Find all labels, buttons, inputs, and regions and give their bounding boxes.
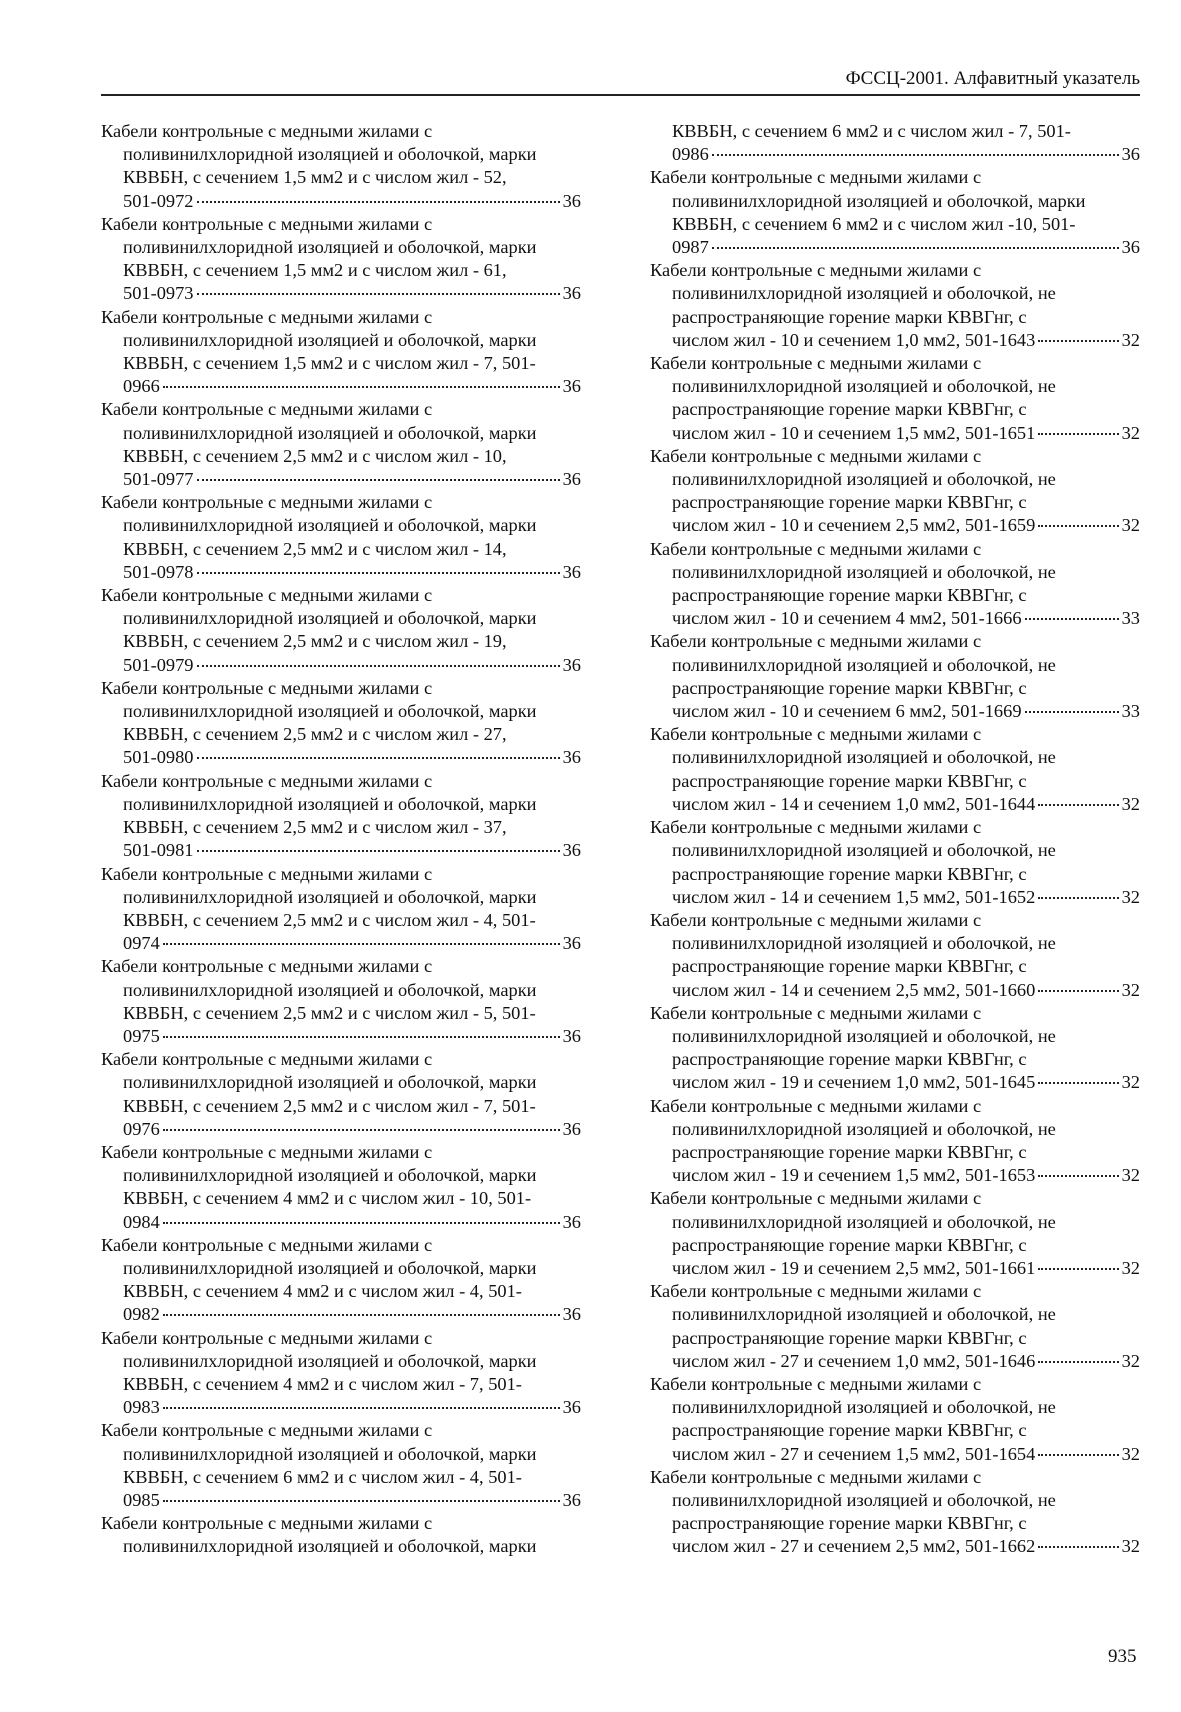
dot-leader	[1038, 990, 1118, 992]
index-entry-code: 0976	[123, 1118, 160, 1139]
index-entry	[650, 1373, 1140, 1466]
index-entry-tail	[672, 1164, 1140, 1187]
index-entry-tail	[672, 1350, 1140, 1373]
index-entry-code: 501-0978	[123, 561, 194, 582]
index-entry-text: КВВБН, с сечением 6 мм2 и с числом жил - 7, 501-	[672, 121, 1071, 141]
dot-leader	[197, 665, 560, 667]
index-entry-text: Кабели контрольные с медными жилами с поливинилхлоридной изоляцией и оболочкой, марки КВВБН, с сечением 2,5 мм2 и с числом жил - 37,	[101, 770, 537, 838]
index-entry-code: числом жил - 27 и сечением 2,5 мм2, 501-1662	[672, 1536, 1036, 1557]
index-entry-page: 36	[562, 1211, 581, 1232]
index-entry-page: 32	[1121, 1443, 1140, 1464]
index-entry-text: Кабели контрольные с медными жилами с поливинилхлоридной изоляцией и оболочкой, марки КВВБН, с сечением 4 мм2 и с числом жил - 7, 501-	[101, 1327, 537, 1394]
dot-leader	[197, 293, 560, 295]
index-entry-text: Кабели контрольные с медными жилами с поливинилхлоридной изоляцией и оболочкой, марки КВВБН, с сечением 2,5 мм2 и с числом жил - 19,	[101, 585, 537, 652]
dot-leader	[1038, 897, 1118, 899]
dot-leader	[163, 1036, 560, 1038]
index-entry-code: числом жил - 19 и сечением 1,5 мм2, 501-1653	[672, 1165, 1036, 1186]
index-entry-tail	[123, 282, 581, 305]
index-entry	[101, 1512, 581, 1558]
index-entry-page: 36	[1121, 144, 1140, 165]
dot-leader	[163, 1314, 560, 1316]
index-entry-page: 36	[1121, 237, 1140, 258]
index-entry-text: Кабели контрольные с медными жилами с поливинилхлоридной изоляцией и оболочкой, марки КВВБН, с сечением 1,5 мм2 и с числом жил - 7, 501-	[101, 306, 537, 374]
index-entry-text: Кабели контрольные с медными жилами с поливинилхлоридной изоляцией и оболочкой, марки	[101, 1513, 537, 1557]
index-entry	[650, 630, 1140, 723]
index-entry-code: числом жил - 10 и сечением 1,0 мм2, 501-1643	[672, 329, 1036, 350]
index-entry-tail	[672, 236, 1140, 259]
index-entry-code: числом жил - 14 и сечением 1,0 мм2, 501-1644	[672, 793, 1036, 814]
index-entry	[650, 120, 1140, 166]
index-entry	[650, 166, 1140, 259]
index-entry-code: числом жил - 19 и сечением 2,5 мм2, 501-1661	[672, 1257, 1036, 1278]
index-entry-page: 33	[1121, 608, 1140, 629]
index-entry-text: Кабели контрольные с медными жилами с поливинилхлоридной изоляцией и оболочкой, не распространяющие горение марки КВВГнг, с	[650, 445, 1056, 513]
index-entry-tail	[123, 1303, 581, 1326]
index-entry-code: числом жил - 19 и сечением 1,0 мм2, 501-1645	[672, 1072, 1036, 1093]
index-entry-code: числом жил - 14 и сечением 1,5 мм2, 501-1652	[672, 886, 1036, 907]
index-entry-text: Кабели контрольные с медными жилами с поливинилхлоридной изоляцией и оболочкой, не распространяющие горение марки КВВГнг, с	[650, 909, 1056, 977]
index-entry-tail	[123, 190, 581, 213]
dot-leader	[197, 201, 560, 203]
index-entry	[650, 352, 1140, 445]
dot-leader	[163, 943, 560, 945]
dot-leader	[163, 1129, 560, 1131]
index-entry-tail	[672, 793, 1140, 816]
dot-leader	[1038, 1546, 1118, 1548]
index-entry	[101, 1419, 581, 1512]
index-entry-page: 36	[562, 561, 581, 582]
index-column-right	[650, 120, 1140, 1559]
index-entry-code: 501-0977	[123, 469, 194, 490]
dot-leader	[1025, 618, 1119, 620]
index-entry	[101, 213, 581, 306]
index-entry-tail	[123, 375, 581, 398]
index-entry-page: 36	[562, 1489, 581, 1510]
index-entry	[650, 909, 1140, 1002]
index-entry-text: Кабели контрольные с медными жилами с поливинилхлоридной изоляцией и оболочкой, не распространяющие горение марки КВВГнг, с	[650, 353, 1056, 420]
index-entry-page: 32	[1121, 1536, 1140, 1557]
index-entry-text: Кабели контрольные с медными жилами с поливинилхлоридной изоляцией и оболочкой, марки КВВБН, с сечением 2,5 мм2 и с числом жил - 7, 501-	[101, 1049, 537, 1116]
index-entry-code: 0975	[123, 1025, 160, 1046]
index-entry-code: 0966	[123, 376, 160, 397]
index-entry-tail	[123, 468, 581, 491]
index-entry-tail	[123, 1396, 581, 1419]
index-entry-code: 501-0980	[123, 747, 194, 768]
index-entry-page: 36	[562, 747, 581, 768]
dot-leader	[197, 757, 560, 759]
index-entry-text: Кабели контрольные с медными жилами с поливинилхлоридной изоляцией и оболочкой, марки КВВБН, с сечением 4 мм2 и с числом жил - 10, 501-	[101, 1141, 537, 1209]
dot-leader	[1038, 525, 1118, 527]
dot-leader	[1025, 711, 1119, 713]
index-entry-page: 36	[562, 283, 581, 304]
index-entry	[101, 1234, 581, 1327]
index-entry-page: 36	[562, 1118, 581, 1139]
index-entry-page: 36	[562, 190, 581, 211]
index-entry-code: 0983	[123, 1397, 160, 1418]
index-entry-page: 32	[1121, 1165, 1140, 1186]
index-entry-text: Кабели контрольные с медными жилами с поливинилхлоридной изоляцией и оболочкой, не распространяющие горение марки КВВГнг, с	[650, 1002, 1056, 1070]
index-entry-code: числом жил - 10 и сечением 1,5 мм2, 501-1651	[672, 422, 1036, 443]
index-entry-text: Кабели контрольные с медными жилами с поливинилхлоридной изоляцией и оболочкой, не распространяющие горение марки КВВГнг, с	[650, 1466, 1056, 1534]
index-entry-tail	[672, 1071, 1140, 1094]
index-column-left	[101, 120, 581, 1559]
index-entry	[650, 1095, 1140, 1188]
index-entry-tail	[123, 654, 581, 677]
index-entry-tail	[672, 607, 1140, 630]
index-entry-tail	[123, 1211, 581, 1234]
index-entry-code: 0987	[672, 237, 709, 258]
index-entry-code: 501-0973	[123, 283, 194, 304]
index-entry-page: 36	[562, 376, 581, 397]
index-entry-tail	[672, 979, 1140, 1002]
dot-leader	[1038, 1454, 1118, 1456]
index-entry-code: 0974	[123, 933, 160, 954]
index-entry	[650, 723, 1140, 816]
dot-leader	[1038, 1361, 1118, 1363]
index-entry-tail	[672, 422, 1140, 445]
index-entry	[650, 259, 1140, 352]
index-entry-text: Кабели контрольные с медными жилами с поливинилхлоридной изоляцией и оболочкой, не распространяющие горение марки КВВГнг, с	[650, 724, 1056, 791]
index-entry-tail	[123, 1489, 581, 1512]
index-entry-code: числом жил - 10 и сечением 4 мм2, 501-1666	[672, 608, 1022, 629]
index-entry	[650, 816, 1140, 909]
dot-leader	[1038, 1082, 1118, 1084]
index-entry-code: 501-0979	[123, 654, 194, 675]
running-header-title: ФССЦ-2001. Алфавитный указатель	[845, 68, 1140, 89]
index-entry-text: Кабели контрольные с медными жилами с поливинилхлоридной изоляцией и оболочкой, не распространяющие горение марки КВВГнг, с	[650, 1373, 1056, 1441]
index-entry-text: Кабели контрольные с медными жилами с поливинилхлоридной изоляцией и оболочкой, не распространяющие горение марки КВВГнг, с	[650, 538, 1056, 606]
index-entry	[650, 1187, 1140, 1280]
index-entry-tail	[672, 143, 1140, 166]
index-entry-page: 32	[1121, 329, 1140, 350]
index-entry-page: 36	[562, 840, 581, 861]
index-entry-code: 0985	[123, 1489, 160, 1510]
index-entry	[101, 955, 581, 1048]
index-entry-tail	[672, 886, 1140, 909]
index-entry	[650, 445, 1140, 538]
dot-leader	[197, 572, 560, 574]
index-entry-tail	[672, 514, 1140, 537]
index-entry-code: 0982	[123, 1304, 160, 1325]
index-entry-text: Кабели контрольные с медными жилами с поливинилхлоридной изоляцией и оболочкой, марки КВВБН, с сечением 6 мм2 и с числом жил - 4, 501-	[101, 1420, 537, 1487]
index-entry-text: Кабели контрольные с медными жилами с поливинилхлоридной изоляцией и оболочкой, марки КВВБН, с сечением 2,5 мм2 и с числом жил - 10,	[101, 399, 537, 466]
index-entry	[101, 306, 581, 399]
index-entry-page: 33	[1121, 701, 1140, 722]
index-entry	[101, 1141, 581, 1234]
index-entry-code: 0986	[672, 144, 709, 165]
index-entry-tail	[672, 1257, 1140, 1280]
index-entry	[650, 538, 1140, 631]
index-entry	[101, 677, 581, 770]
index-entry-code: 0984	[123, 1211, 160, 1232]
index-entry-page: 32	[1121, 515, 1140, 536]
index-entry-text: Кабели контрольные с медными жилами с поливинилхлоридной изоляцией и оболочкой, не распространяющие горение марки КВВГнг, с	[650, 1095, 1056, 1162]
dot-leader	[163, 386, 560, 388]
index-entry-text: Кабели контрольные с медными жилами с поливинилхлоридной изоляцией и оболочкой, не распространяющие горение марки КВВГнг, с	[650, 631, 1056, 698]
index-entry-code: 501-0972	[123, 190, 194, 211]
page-number: 935	[1108, 1646, 1137, 1667]
index-entry-text: Кабели контрольные с медными жилами с поливинилхлоридной изоляцией и оболочкой, марки КВВБН, с сечением 4 мм2 и с числом жил - 4, 501-	[101, 1234, 537, 1302]
index-entry-text: Кабели контрольные с медными жилами с поливинилхлоридной изоляцией и оболочкой, марки КВВБН, с сечением 2,5 мм2 и с числом жил - 14,	[101, 492, 537, 559]
dot-leader	[163, 1407, 560, 1409]
index-entry-code: числом жил - 14 и сечением 2,5 мм2, 501-1660	[672, 979, 1036, 1000]
index-entry	[650, 1002, 1140, 1095]
index-entry	[650, 1280, 1140, 1373]
index-entry-page: 36	[562, 933, 581, 954]
index-entry-page: 32	[1121, 886, 1140, 907]
index-entry-page: 36	[562, 1397, 581, 1418]
dot-leader	[197, 850, 560, 852]
index-entry	[101, 1048, 581, 1141]
index-entry-text: Кабели контрольные с медными жилами с поливинилхлоридной изоляцией и оболочкой, не распространяющие горение марки КВВГнг, с	[650, 1281, 1056, 1348]
index-entry-text: Кабели контрольные с медными жилами с поливинилхлоридной изоляцией и оболочкой, марки КВВБН, с сечением 6 мм2 и с числом жил -10, 501-	[650, 167, 1086, 234]
dot-leader	[1038, 433, 1118, 435]
dot-leader	[712, 154, 1119, 156]
index-entry-text: Кабели контрольные с медными жилами с поливинилхлоридной изоляцией и оболочкой, марки КВВБН, с сечением 1,5 мм2 и с числом жил - 61,	[101, 213, 537, 281]
index-entry-tail	[123, 746, 581, 769]
index-entry-text: Кабели контрольные с медными жилами с поливинилхлоридной изоляцией и оболочкой, марки КВВБН, с сечением 2,5 мм2 и с числом жил - 5, 501-	[101, 956, 537, 1023]
index-entry-text: Кабели контрольные с медными жилами с поливинилхлоридной изоляцией и оболочкой, марки КВВБН, с сечением 1,5 мм2 и с числом жил - 52,	[101, 121, 537, 188]
index-entry-tail	[123, 839, 581, 862]
index-entry-tail	[672, 700, 1140, 723]
index-entry-tail	[672, 329, 1140, 352]
dot-leader	[1038, 1268, 1118, 1270]
index-entry-code: числом жил - 10 и сечением 2,5 мм2, 501-1659	[672, 515, 1036, 536]
index-entry	[101, 584, 581, 677]
index-entry-text: Кабели контрольные с медными жилами с поливинилхлоридной изоляцией и оболочкой, не распространяющие горение марки КВВГнг, с	[650, 1188, 1056, 1255]
index-entry-code: 501-0981	[123, 840, 194, 861]
index-entry-tail	[123, 1025, 581, 1048]
dot-leader	[712, 247, 1119, 249]
index-entry-text: Кабели контрольные с медными жилами с поливинилхлоридной изоляцией и оболочкой, не распространяющие горение марки КВВГнг, с	[650, 260, 1056, 327]
index-entry-page: 36	[562, 1025, 581, 1046]
index-entry	[101, 770, 581, 863]
index-entry-tail	[672, 1535, 1140, 1558]
running-header	[101, 66, 1140, 96]
index-entry-code: числом жил - 27 и сечением 1,5 мм2, 501-1654	[672, 1443, 1036, 1464]
index-entry-page: 36	[562, 654, 581, 675]
dot-leader	[1038, 804, 1118, 806]
index-entry-page: 32	[1121, 422, 1140, 443]
index-entry-page: 36	[562, 469, 581, 490]
dot-leader	[163, 1500, 560, 1502]
index-entry-page: 32	[1121, 979, 1140, 1000]
index-entry	[101, 398, 581, 491]
index-entry-tail	[123, 561, 581, 584]
dot-leader	[1038, 340, 1118, 342]
index-entry-code: числом жил - 27 и сечением 1,0 мм2, 501-1646	[672, 1350, 1036, 1371]
index-entry	[650, 1466, 1140, 1559]
dot-leader	[1038, 1175, 1118, 1177]
index-entry-text: Кабели контрольные с медными жилами с поливинилхлоридной изоляцией и оболочкой, марки КВВБН, с сечением 2,5 мм2 и с числом жил - 4, 501-	[101, 863, 537, 930]
index-entry	[101, 491, 581, 584]
index-entry-page: 32	[1121, 793, 1140, 814]
dot-leader	[197, 479, 560, 481]
index-entry-tail	[123, 932, 581, 955]
index-entry	[101, 120, 581, 213]
index-entry-page: 36	[562, 1304, 581, 1325]
index-entry	[101, 863, 581, 956]
index-entry-tail	[672, 1443, 1140, 1466]
index-entry-tail	[123, 1118, 581, 1141]
dot-leader	[163, 1222, 560, 1224]
index-entry-page: 32	[1121, 1072, 1140, 1093]
index-entry-code: числом жил - 10 и сечением 6 мм2, 501-1669	[672, 701, 1022, 722]
index-entry-page: 32	[1121, 1257, 1140, 1278]
index-entry-text: Кабели контрольные с медными жилами с поливинилхлоридной изоляцией и оболочкой, марки КВВБН, с сечением 2,5 мм2 и с числом жил - 27,	[101, 677, 537, 745]
index-entry-text: Кабели контрольные с медными жилами с поливинилхлоридной изоляцией и оболочкой, не распространяющие горение марки КВВГнг, с	[650, 817, 1056, 884]
index-entry-page: 32	[1121, 1350, 1140, 1371]
index-entry	[101, 1327, 581, 1420]
